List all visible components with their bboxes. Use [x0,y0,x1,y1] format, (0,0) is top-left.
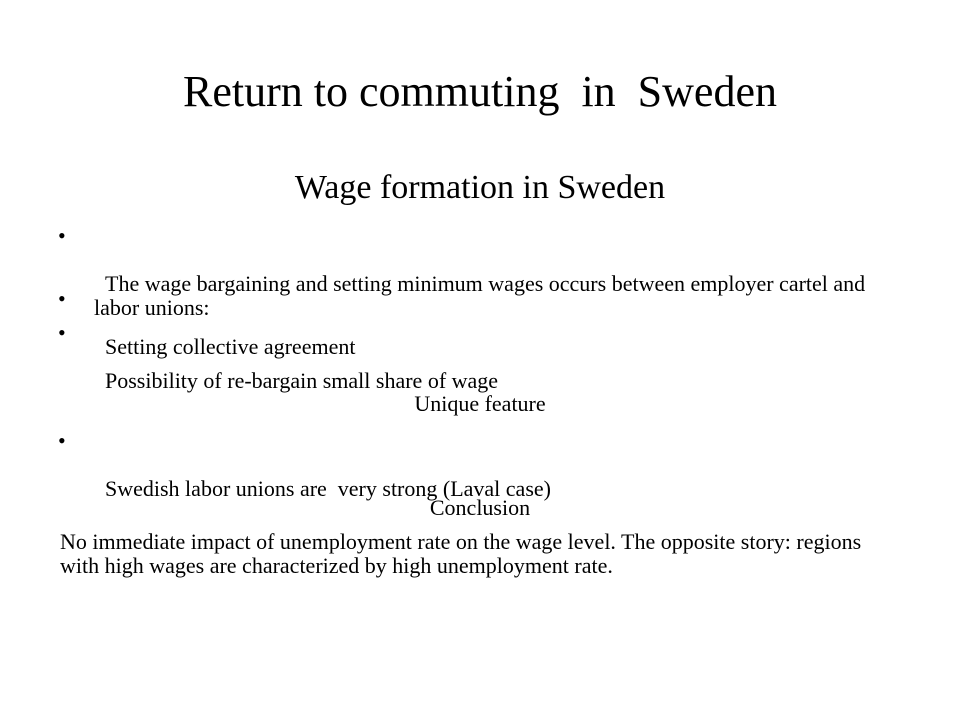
conclusion-heading: Conclusion [429,495,531,520]
bullet-text: Possibility of re-bargain small share of wage [105,368,499,393]
bullet-dot: • [58,428,66,453]
bullet-text: The wage bargaining and setting minimum wages occurs between employer cartel and labor unions: [94,271,871,320]
bullet-dot: • [58,320,66,345]
bullet-item [58,428,894,501]
bullet-item [58,320,894,393]
slide-title: Return to commuting in Sweden [183,67,777,116]
conclusion-text: No immediate impact of unemployment rate on the wage level. The opposite story: regions with high wages are characterized by high unemployment rate. [60,529,862,578]
unique-feature-heading: Unique feature [414,391,546,416]
bullet-dot: • [58,223,66,248]
section-subtitle: Wage formation in Sweden [294,169,666,206]
bullet-dot: • [58,286,66,311]
bullet-text: Setting collective agreement [105,334,356,359]
bullet-text: Swedish labor unions are very strong (Laval case) [105,476,551,501]
